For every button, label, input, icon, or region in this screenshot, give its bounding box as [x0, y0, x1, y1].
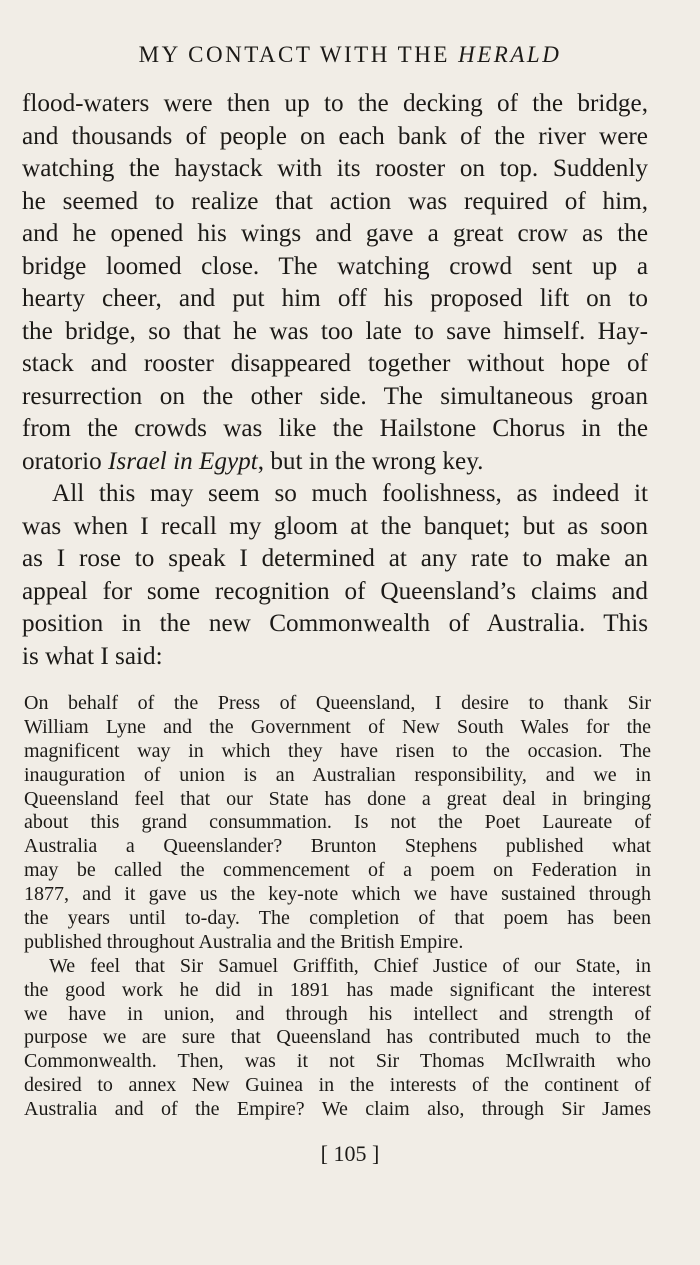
- quote-line: On behalf of the Press of Queensland, I desire to thank Sir: [24, 692, 651, 714]
- quote-line: Queensland feel that our State has done a great deal in bringing: [24, 787, 651, 810]
- speech-quote: [24, 692, 651, 1122]
- oratorio-title: Israel in Egypt: [108, 447, 258, 475]
- running-head: [0, 42, 700, 68]
- body-line: watching the haystack with its rooster on top. Suddenly: [22, 155, 648, 182]
- body-line: he seemed to realize that action was required of him,: [22, 187, 648, 215]
- body-line: and thousands of people on each bank of the river were: [22, 122, 648, 150]
- quote-line: purpose we are sure that Queensland has contributed much to the: [24, 1026, 651, 1049]
- quote-line: Commonwealth. Then, was it not Sir Thomas McIlwraith who: [24, 1050, 651, 1073]
- quote-line: about this grand consummation. Is not the Poet Laureate of: [24, 811, 651, 834]
- body-line: hearty cheer, and put him off his proposed lift on to: [22, 285, 648, 312]
- oratorio-before: oratorio: [22, 447, 109, 475]
- quote-line: inauguration of union is an Australian responsibility, and we in: [24, 763, 651, 786]
- oratorio-after: , but in the wrong key.: [257, 447, 484, 475]
- body-line: All this may seem so much foolishness, as indeed it: [52, 480, 648, 507]
- quote-line: Australia a Queenslander? Brunton Stephens published what: [24, 835, 651, 858]
- page-number: [ 105 ]: [320, 1141, 380, 1166]
- quote-line: William Lyne and the Government of New South Wales for the: [24, 715, 651, 738]
- quote-line: desired to annex New Guinea in the interests of the continent of: [24, 1074, 651, 1097]
- quote-line: We feel that Sir Samuel Griffith, Chief Justice of our State, in: [49, 954, 651, 977]
- body-line: as I rose to speak I determined at any rate to make an: [22, 545, 648, 572]
- body-line: flood-waters were then up to the decking of the bridge,: [22, 90, 648, 117]
- quote-line: may be called the commencement of a poem on Federation in: [24, 859, 651, 882]
- body-line-oratorio: [22, 446, 648, 479]
- body-line: resurrection on the other side. The simultaneous groan: [22, 382, 648, 410]
- body-line: was when I recall my gloom at the banquet; but as soon: [22, 512, 648, 540]
- body-line: from the crowds was like the Hailstone Chorus in the: [22, 415, 648, 442]
- quote-line: the good work he did in 1891 has made significant the interest: [24, 978, 651, 1001]
- body-line: is what I said:: [22, 642, 163, 670]
- running-head-italic: HERALD: [458, 42, 562, 67]
- quote-line: magnificent way in which they have risen to the occasion. The: [24, 739, 651, 762]
- body-text: [22, 88, 648, 673]
- quote-line: we have in union, and through his intellect and strength of: [24, 1002, 651, 1025]
- running-head-prefix: MY CONTACT WITH THE: [138, 42, 459, 67]
- body-line: bridge loomed close. The watching crowd sent up a: [22, 252, 648, 280]
- quote-line: published throughout Australia and the British Empire.: [24, 930, 464, 953]
- body-line: and he opened his wings and gave a great crow as the: [22, 220, 648, 247]
- body-line: stack and rooster disappeared together without hope of: [22, 350, 648, 377]
- body-line: the bridge, so that he was too late to save himself. Hay-: [22, 317, 648, 345]
- body-line: appeal for some recognition of Queensland’s claims and: [22, 577, 648, 605]
- quote-line: Australia and of the Empire? We claim also, through Sir James: [24, 1098, 651, 1121]
- quote-line: the years until to-day. The completion of that poem has been: [24, 907, 651, 930]
- body-line: position in the new Commonwealth of Australia. This: [22, 610, 648, 637]
- quote-line: 1877, and it gave us the key-note which we have sustained through: [24, 883, 651, 906]
